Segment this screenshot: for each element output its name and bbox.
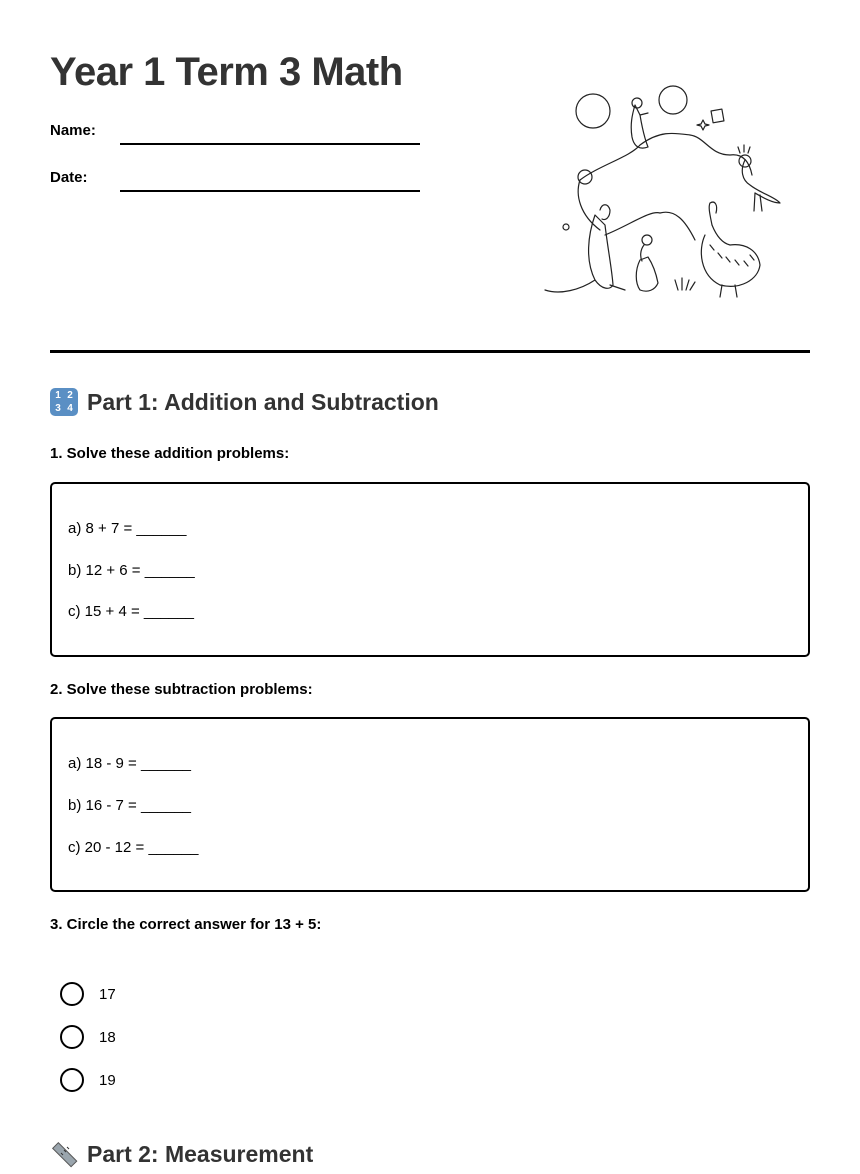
name-field[interactable]: [120, 143, 420, 145]
subtraction-problem-c[interactable]: c) 20 - 12 = ______: [68, 839, 199, 856]
answer-option-label: 18: [99, 1028, 116, 1046]
answer-option-17[interactable]: [60, 982, 116, 1006]
part2-title: Part 2: Measurement: [87, 1140, 314, 1167]
answer-option-label: 17: [99, 985, 116, 1003]
australian-animals-illustration: [540, 85, 790, 305]
part1-heading: [50, 388, 439, 416]
date-label: Date:: [50, 169, 88, 186]
page-title: Year 1 Term 3 Math: [50, 50, 403, 94]
addition-answer-box: [50, 482, 810, 657]
numbers-icon-digit: 3: [55, 403, 61, 414]
subtraction-problem-a[interactable]: a) 18 - 9 = ______: [68, 755, 192, 772]
header-divider: [50, 350, 810, 353]
part1-title: Part 1: Addition and Subtraction: [87, 388, 439, 415]
addition-problem-c[interactable]: c) 15 + 4 = ______: [68, 603, 194, 620]
question-3-prompt: 3. Circle the correct answer for 13 + 5:: [50, 916, 322, 933]
radio-circle-icon[interactable]: [60, 1025, 84, 1049]
name-label: Name:: [50, 122, 96, 139]
numbers-icon: [50, 388, 78, 416]
answer-option-19[interactable]: [60, 1068, 116, 1092]
subtraction-problem-b[interactable]: b) 16 - 7 = ______: [68, 797, 192, 814]
numbers-icon-digit: 2: [67, 390, 73, 401]
radio-circle-icon[interactable]: [60, 1068, 84, 1092]
subtraction-answer-box: [50, 717, 810, 892]
question-2-prompt: 2. Solve these subtraction problems:: [50, 681, 313, 698]
numbers-icon-digit: 1: [55, 390, 61, 401]
addition-problem-b[interactable]: b) 12 + 6 = ______: [68, 562, 195, 579]
addition-problem-a[interactable]: a) 8 + 7 = ______: [68, 520, 187, 537]
part2-heading: [50, 1140, 313, 1168]
numbers-icon-digit: 4: [67, 403, 73, 414]
ruler-icon: [50, 1140, 78, 1168]
answer-option-18[interactable]: [60, 1025, 116, 1049]
question-1-prompt: 1. Solve these addition problems:: [50, 445, 290, 462]
radio-circle-icon[interactable]: [60, 982, 84, 1006]
date-field[interactable]: [120, 190, 420, 192]
answer-option-label: 19: [99, 1071, 116, 1089]
